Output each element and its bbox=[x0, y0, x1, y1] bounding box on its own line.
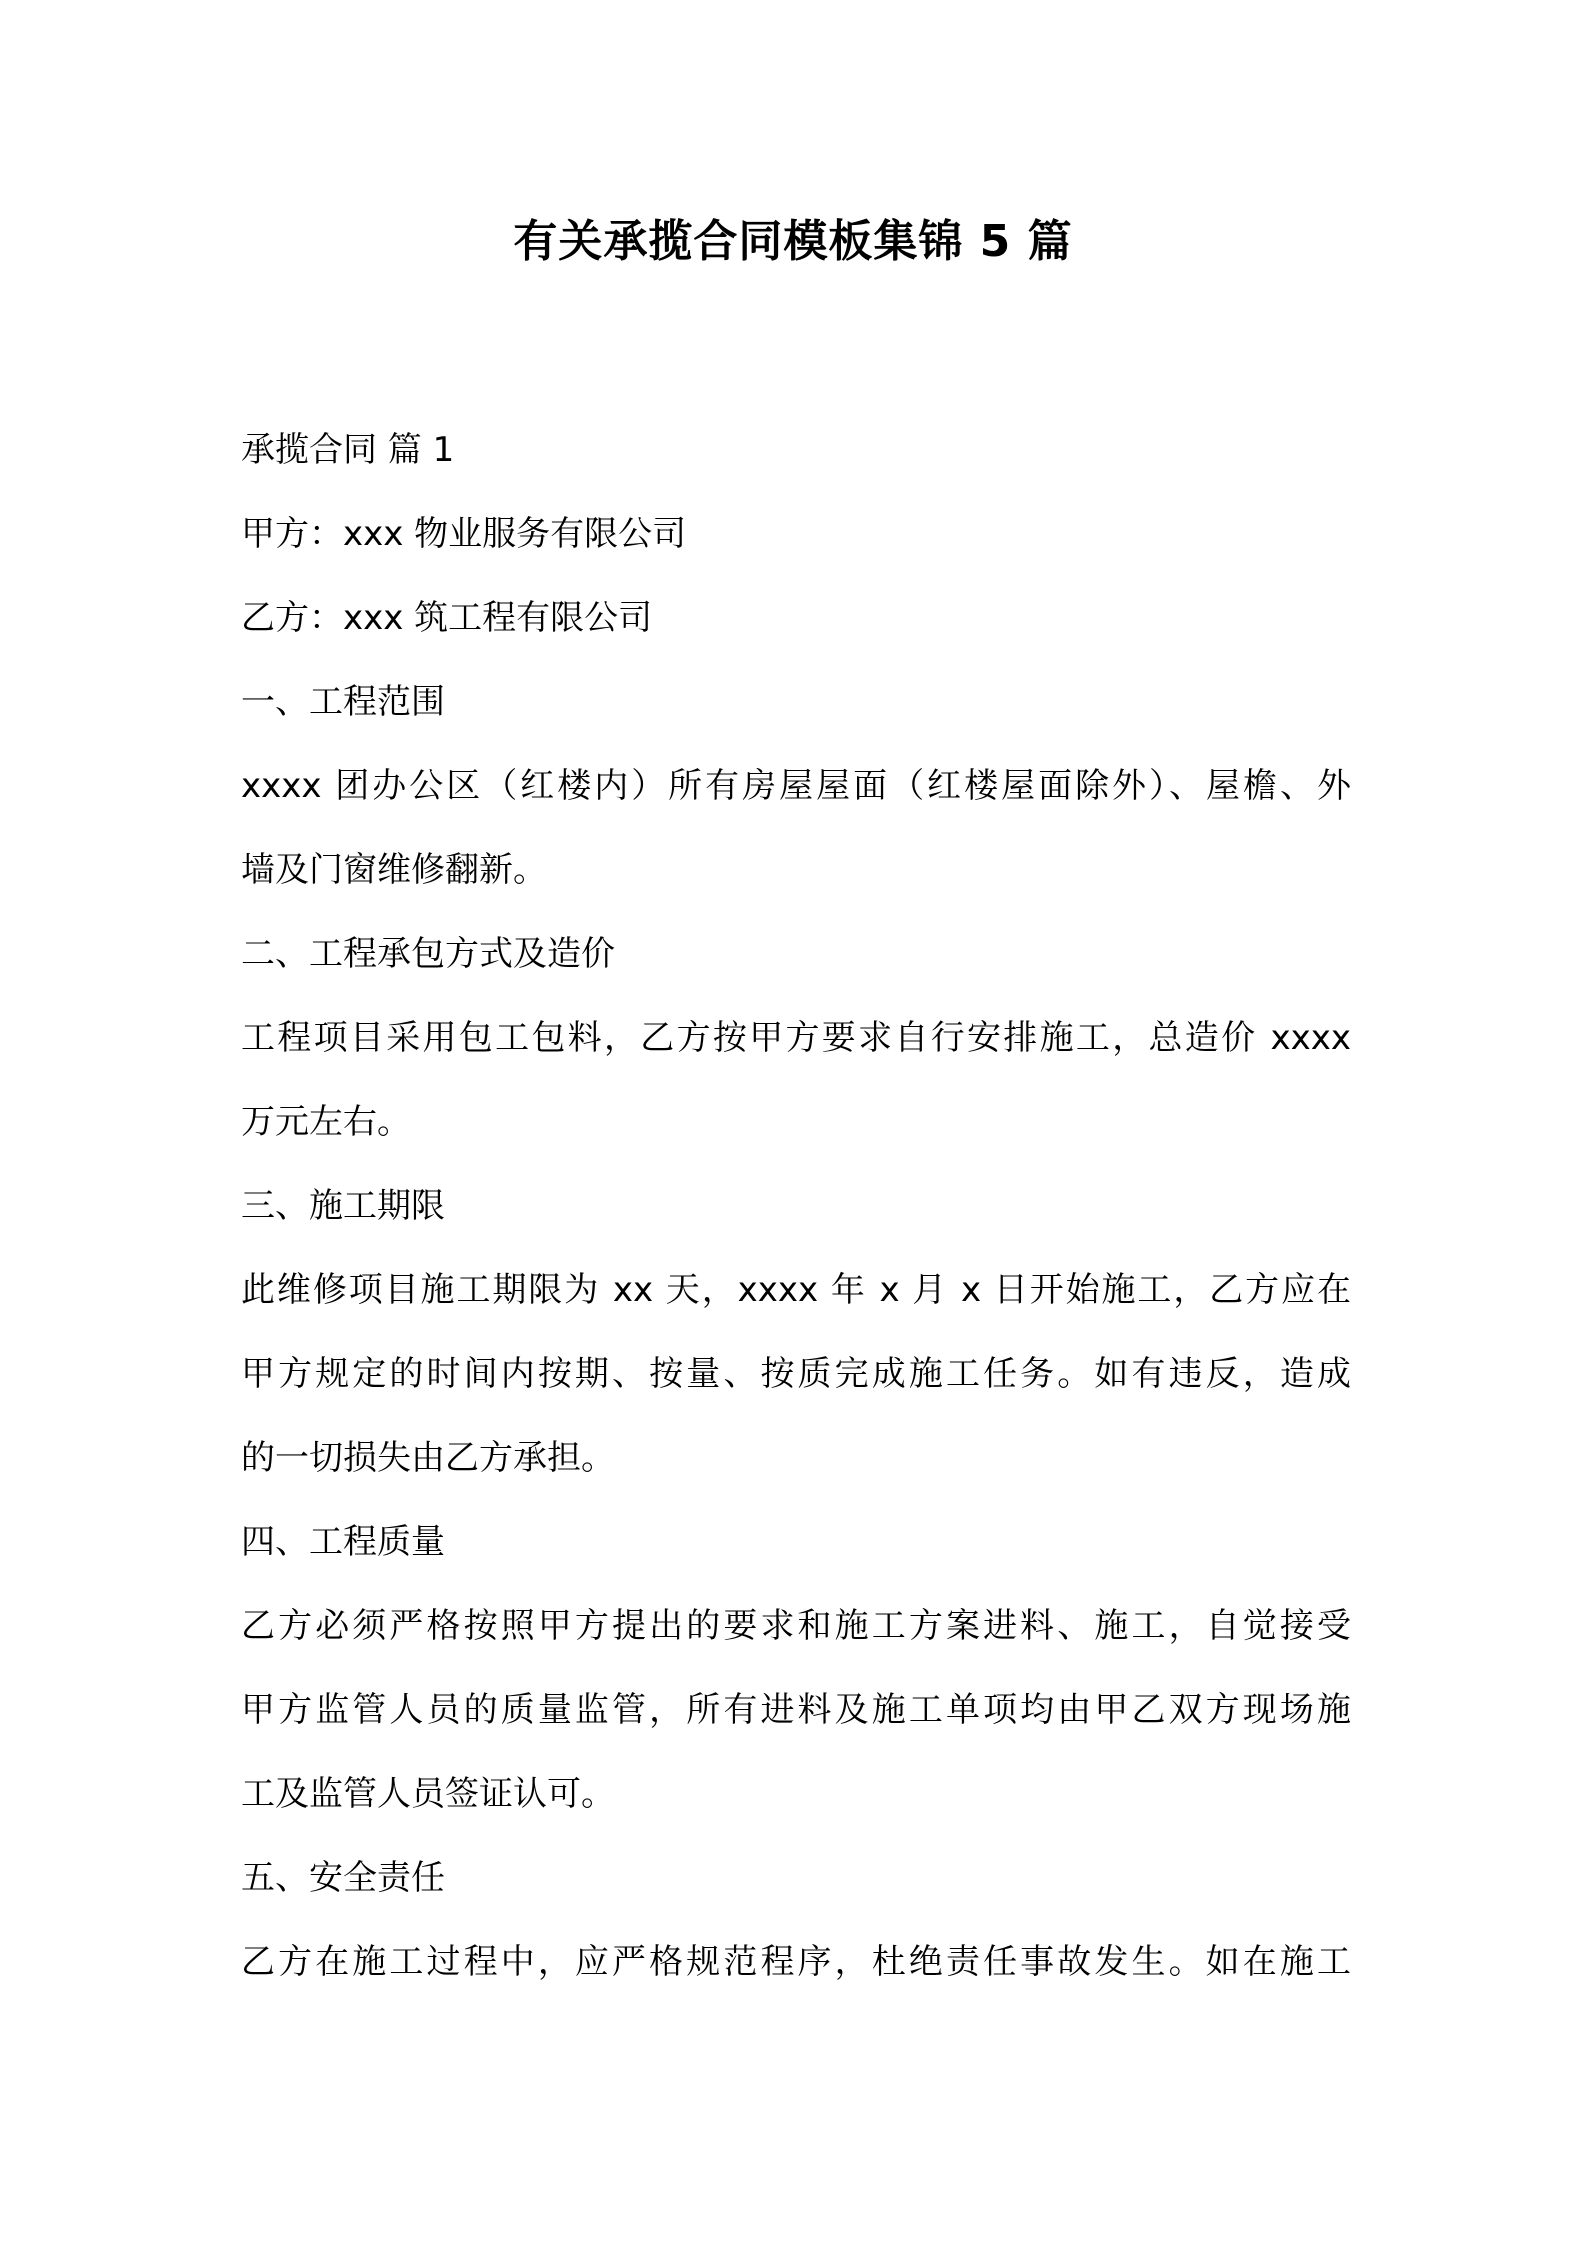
text-line: xxxx 团办公区（红楼内）所有房屋屋面（红楼屋面除外）、屋檐、外 bbox=[241, 766, 1351, 806]
document-body bbox=[241, 408, 1351, 2004]
text-line: 甲方：xxx 物业服务有限公司 bbox=[241, 514, 687, 554]
text-line: 甲方规定的时间内按期、按量、按质完成施工任务。如有违反，造成 bbox=[241, 1354, 1351, 1394]
document-title: 有关承揽合同模板集锦 5 篇 bbox=[513, 216, 1073, 267]
text-line: 墙及门窗维修翻新。 bbox=[241, 850, 547, 890]
text-line: 乙方：xxx 筑工程有限公司 bbox=[241, 598, 653, 638]
text-line: 工程项目采用包工包料，乙方按甲方要求自行安排施工，总造价 xxxx bbox=[241, 1018, 1351, 1058]
text-line: 一、工程范围 bbox=[241, 682, 445, 722]
text-line: 二、工程承包方式及造价 bbox=[241, 934, 615, 974]
text-line: 万元左右。 bbox=[241, 1102, 411, 1142]
text-line: 四、工程质量 bbox=[241, 1522, 445, 1562]
text-line: 五、安全责任 bbox=[241, 1858, 445, 1898]
text-line: 三、施工期限 bbox=[241, 1186, 445, 1226]
text-line: 承揽合同 篇 1 bbox=[241, 430, 455, 470]
text-line: 的一切损失由乙方承担。 bbox=[241, 1438, 615, 1478]
text-line: 乙方必须严格按照甲方提出的要求和施工方案进料、施工，自觉接受 bbox=[241, 1606, 1351, 1646]
text-line: 此维修项目施工期限为 xx 天，xxxx 年 x 月 x 日开始施工，乙方应在 bbox=[241, 1270, 1351, 1310]
text-line: 甲方监管人员的质量监管，所有进料及施工单项均由甲乙双方现场施 bbox=[241, 1690, 1351, 1730]
text-line: 乙方在施工过程中，应严格规范程序，杜绝责任事故发生。如在施工 bbox=[241, 1942, 1351, 1982]
text-line: 工及监管人员签证认可。 bbox=[241, 1774, 615, 1814]
